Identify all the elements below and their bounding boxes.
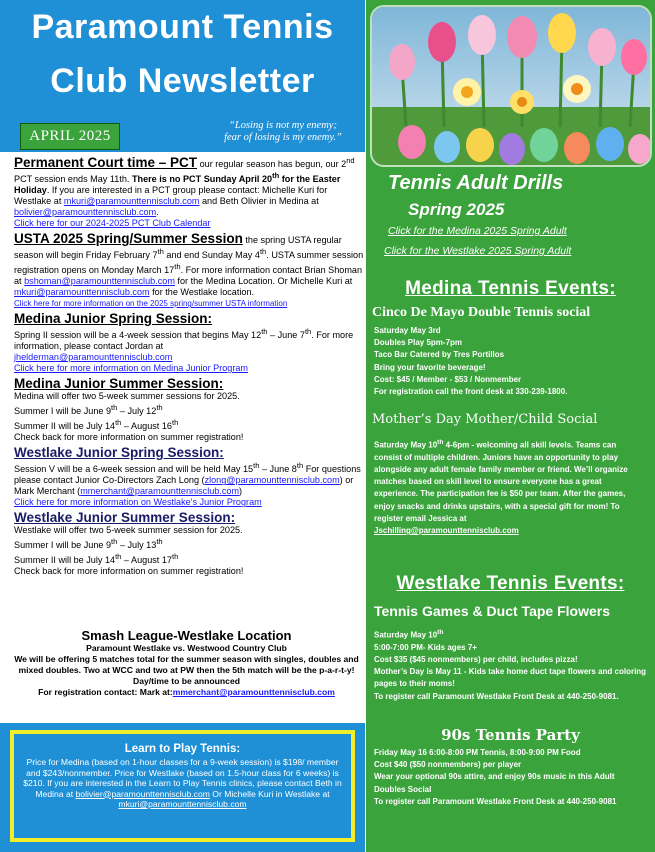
usta-heading: USTA 2025 Spring/Summer Session [14, 231, 243, 247]
learn-to-play-title: Learn to Play Tennis: [124, 743, 241, 755]
learn-email-beth[interactable]: bolivier@paramounttennisclub.com [75, 788, 210, 799]
newsletter-title-line2: Club Newsletter [50, 62, 315, 100]
mothers-day-details: Saturday May 10th 4-6pm - welcoming all skill levels. Teams can consist of multiple children. Juniors have an opportunity to play alongside any adult female family member or friend. We’ll organize matches based on skill level to ensure everyone has a great experience. The participation fee is $50 per team. After the games, enjoy snacks and drinks upstairs, with a special gift for mom! To register email Jessica at Jschilling@paramounttennisclub.com [374, 439, 628, 536]
westlake-spring-heading: Westlake Junior Spring Session: [14, 445, 224, 461]
smash-body: We will be offering 5 matches total for the summer season with singles, doubles and mixed doubles. Two at WCC and two at PW then the 5th match will be the p-a-r-t-y! [14, 654, 359, 675]
smash-title: Smash League-Westlake Location [81, 628, 292, 643]
usta-email-medina[interactable]: bshoman@paramounttennisclub.com [24, 276, 175, 287]
westlake-spring-section: Westlake Junior Spring Session: Session V will be a 6-week session and will be held May 15th – June 8th For questions please contact Junior Co-Directors Zach Long (zlong@paramounttennisclub.com) or Mark Merchant (mmerchant@paramounttennisclub.com) Click here for more information on Westlake's Junior Program [14, 445, 365, 508]
drills-westlake-link[interactable]: Click for the Westlake 2025 Spring Adult [384, 245, 572, 257]
medina-summer-heading: Medina Junior Summer Session: [14, 376, 224, 392]
quote-line2: fear of losing is my enemy.” [224, 132, 342, 143]
medina-spring-section: Medina Junior Spring Session: Spring II session will be a 4-week session that begins May 12th – June 7th. For more information, please contact Jordan at jhelderman@paramounttennisclub.com Click here for more information on Medina Junior Program [14, 311, 365, 374]
nineties-party-details: Friday May 16 6:00-8:00 PM Tennis, 8:00-9:00 PM Food Cost $40 ($50 nonmembers) per player Wear your optional 90s attire, and enjoy 90s music in this Adult Doubles Social To register call Paramount Westlake Front Desk at 440-250-9081 [374, 748, 617, 806]
quote-line1: “Losing is not my enemy; [229, 120, 337, 131]
medina-spring-email[interactable]: jhelderman@paramounttennisclub.com [14, 352, 173, 363]
cinco-title: Cinco De Mayo Double Tennis social [372, 305, 591, 320]
pct-calendar-link[interactable]: Click here for our 2024-2025 PCT Club Calendar [14, 218, 211, 229]
medina-summer-section: Medina Junior Summer Session: Medina will offer two 5-week summer sessions for 2025. Summer I will be June 9th – July 12th Summer II will be July 14th – August 16th Check back for more information on summer registration! [14, 376, 365, 443]
drills-title: Tennis Adult Drills [388, 172, 564, 194]
westlake-events-heading: Westlake Tennis Events: [396, 573, 625, 594]
duct-tape-details: Saturday May 10th 5:00-7:00 PM- Kids ages 7+ Cost $35 ($45 nonmembers) per child, includes pizza! Mother’s Day is May 11 - Kids take home duct tape flowers and coloring pages to their moms! To register call Paramount Westlake Front Desk at 440-250-9081. [374, 629, 647, 701]
medina-junior-link[interactable]: Click here for more information on Medina Junior Program [14, 363, 249, 374]
smash-email[interactable]: mmerchant@paramounttennisclub.com [172, 687, 335, 697]
medina-spring-heading: Medina Junior Spring Session: [14, 311, 213, 327]
pct-email-westlake[interactable]: mkuri@paramounttennisclub.com [63, 196, 200, 207]
smash-subtitle: Paramount Westlake vs. Westwood Country Club [86, 643, 287, 653]
pct-heading: Permanent Court time – PCT [14, 155, 198, 171]
westlake-spring-email-zach[interactable]: zlong@paramounttennisclub.com [204, 475, 340, 486]
smash-contact: For registration contact: Mark at: [38, 687, 173, 697]
month-badge: APRIL 2025 [20, 123, 120, 150]
westlake-summer-section: Westlake Junior Summer Session: Westlake will offer two 5-week summer session for 2025. Summer I will be June 9th – July 13th Summer II will be July 14th – August 17th Check back for more information on summer registration! [14, 510, 365, 577]
westlake-spring-email-mark[interactable]: mmerchant@paramounttennisclub.com [80, 486, 240, 497]
smash-league-section [14, 628, 359, 698]
mothers-day-title: Mother’s Day Mother/Child Social [372, 412, 598, 427]
drills-medina-link[interactable]: Click for the Medina 2025 Spring Adult [388, 225, 567, 237]
newsletter-title-line1: Paramount Tennis [31, 8, 334, 46]
mothers-day-email[interactable]: Jschilling@paramounttennisclub.com [374, 526, 519, 536]
usta-info-link[interactable]: Click here for more information on the 2025 spring/summer USTA information [14, 299, 288, 309]
usta-section: USTA 2025 Spring/Summer Session the spring USTA regular season will begin Friday February 7th and end Sunday May 4th. USTA summer session registration opens on Monday March 17th. For more information contact Brian Shoman at bshoman@paramounttennisclub.com for the Medina Location. Or Michelle Kuri at mkuri@paramounttennisclub.com for the Westlake location. Click here for more information on the 2025 spring/summer USTA information [14, 231, 364, 309]
usta-email-westlake[interactable]: mkuri@paramounttennisclub.com [14, 287, 150, 298]
drills-subtitle: Spring 2025 [408, 200, 505, 219]
westlake-summer-heading: Westlake Junior Summer Session: [14, 510, 236, 526]
pct-section: Permanent Court time – PCT our regular season has begun, our 2nd PCT session ends May 11th. There is no PCT Sunday April 20th for the Easter Holiday. If you are interested in a PCT group please contact: Michelle Kuri for Westlake at mkuri@paramounttennisclub.com and Beth Olivier in Medina at bolivier@paramounttennisclub.com. Click here for our 2024-2025 PCT Club Calendar [14, 155, 355, 229]
learn-to-play-box [10, 730, 355, 842]
medina-events-heading: Medina Tennis Events: [405, 278, 616, 299]
easter-tulips-photo [370, 5, 652, 167]
nineties-party-title: 90s Tennis Party [441, 726, 580, 744]
learn-email-michelle[interactable]: mkuri@paramounttennisclub.com [118, 799, 247, 809]
duct-tape-title: Tennis Games & Duct Tape Flowers [374, 603, 610, 619]
learn-to-play-body: Price for Medina (based on 1-hour classes for a 9-week session) is $198/ member and $243/nonmember. Price for Westlake (based on 1.5-hour class for 6 weeks) is $210. If you are interested in the Learn to Play Tennis clinics, please contact Beth in Medina at bolivier@paramounttennisclub.com Or Michelle Kuri in Westlake at mkuri@paramounttennisclub.com [23, 757, 342, 809]
smash-day: Day/time to be announced [133, 676, 240, 686]
westlake-junior-link[interactable]: Click here for more information on Westlake's Junior Program [14, 497, 262, 508]
cinco-details: Saturday May 3rd Doubles Play 5pm-7pm Taco Bar Catered by Tres Portillos Bring your favorite beverage! Cost: $45 / Member - $53 / Nonmember For registration call the front desk at 330-239-1800. [374, 326, 568, 397]
header-quote [208, 120, 358, 144]
newsletter-header [0, 0, 365, 152]
pct-email-medina[interactable]: bolivier@paramounttennisclub.com [14, 207, 157, 218]
